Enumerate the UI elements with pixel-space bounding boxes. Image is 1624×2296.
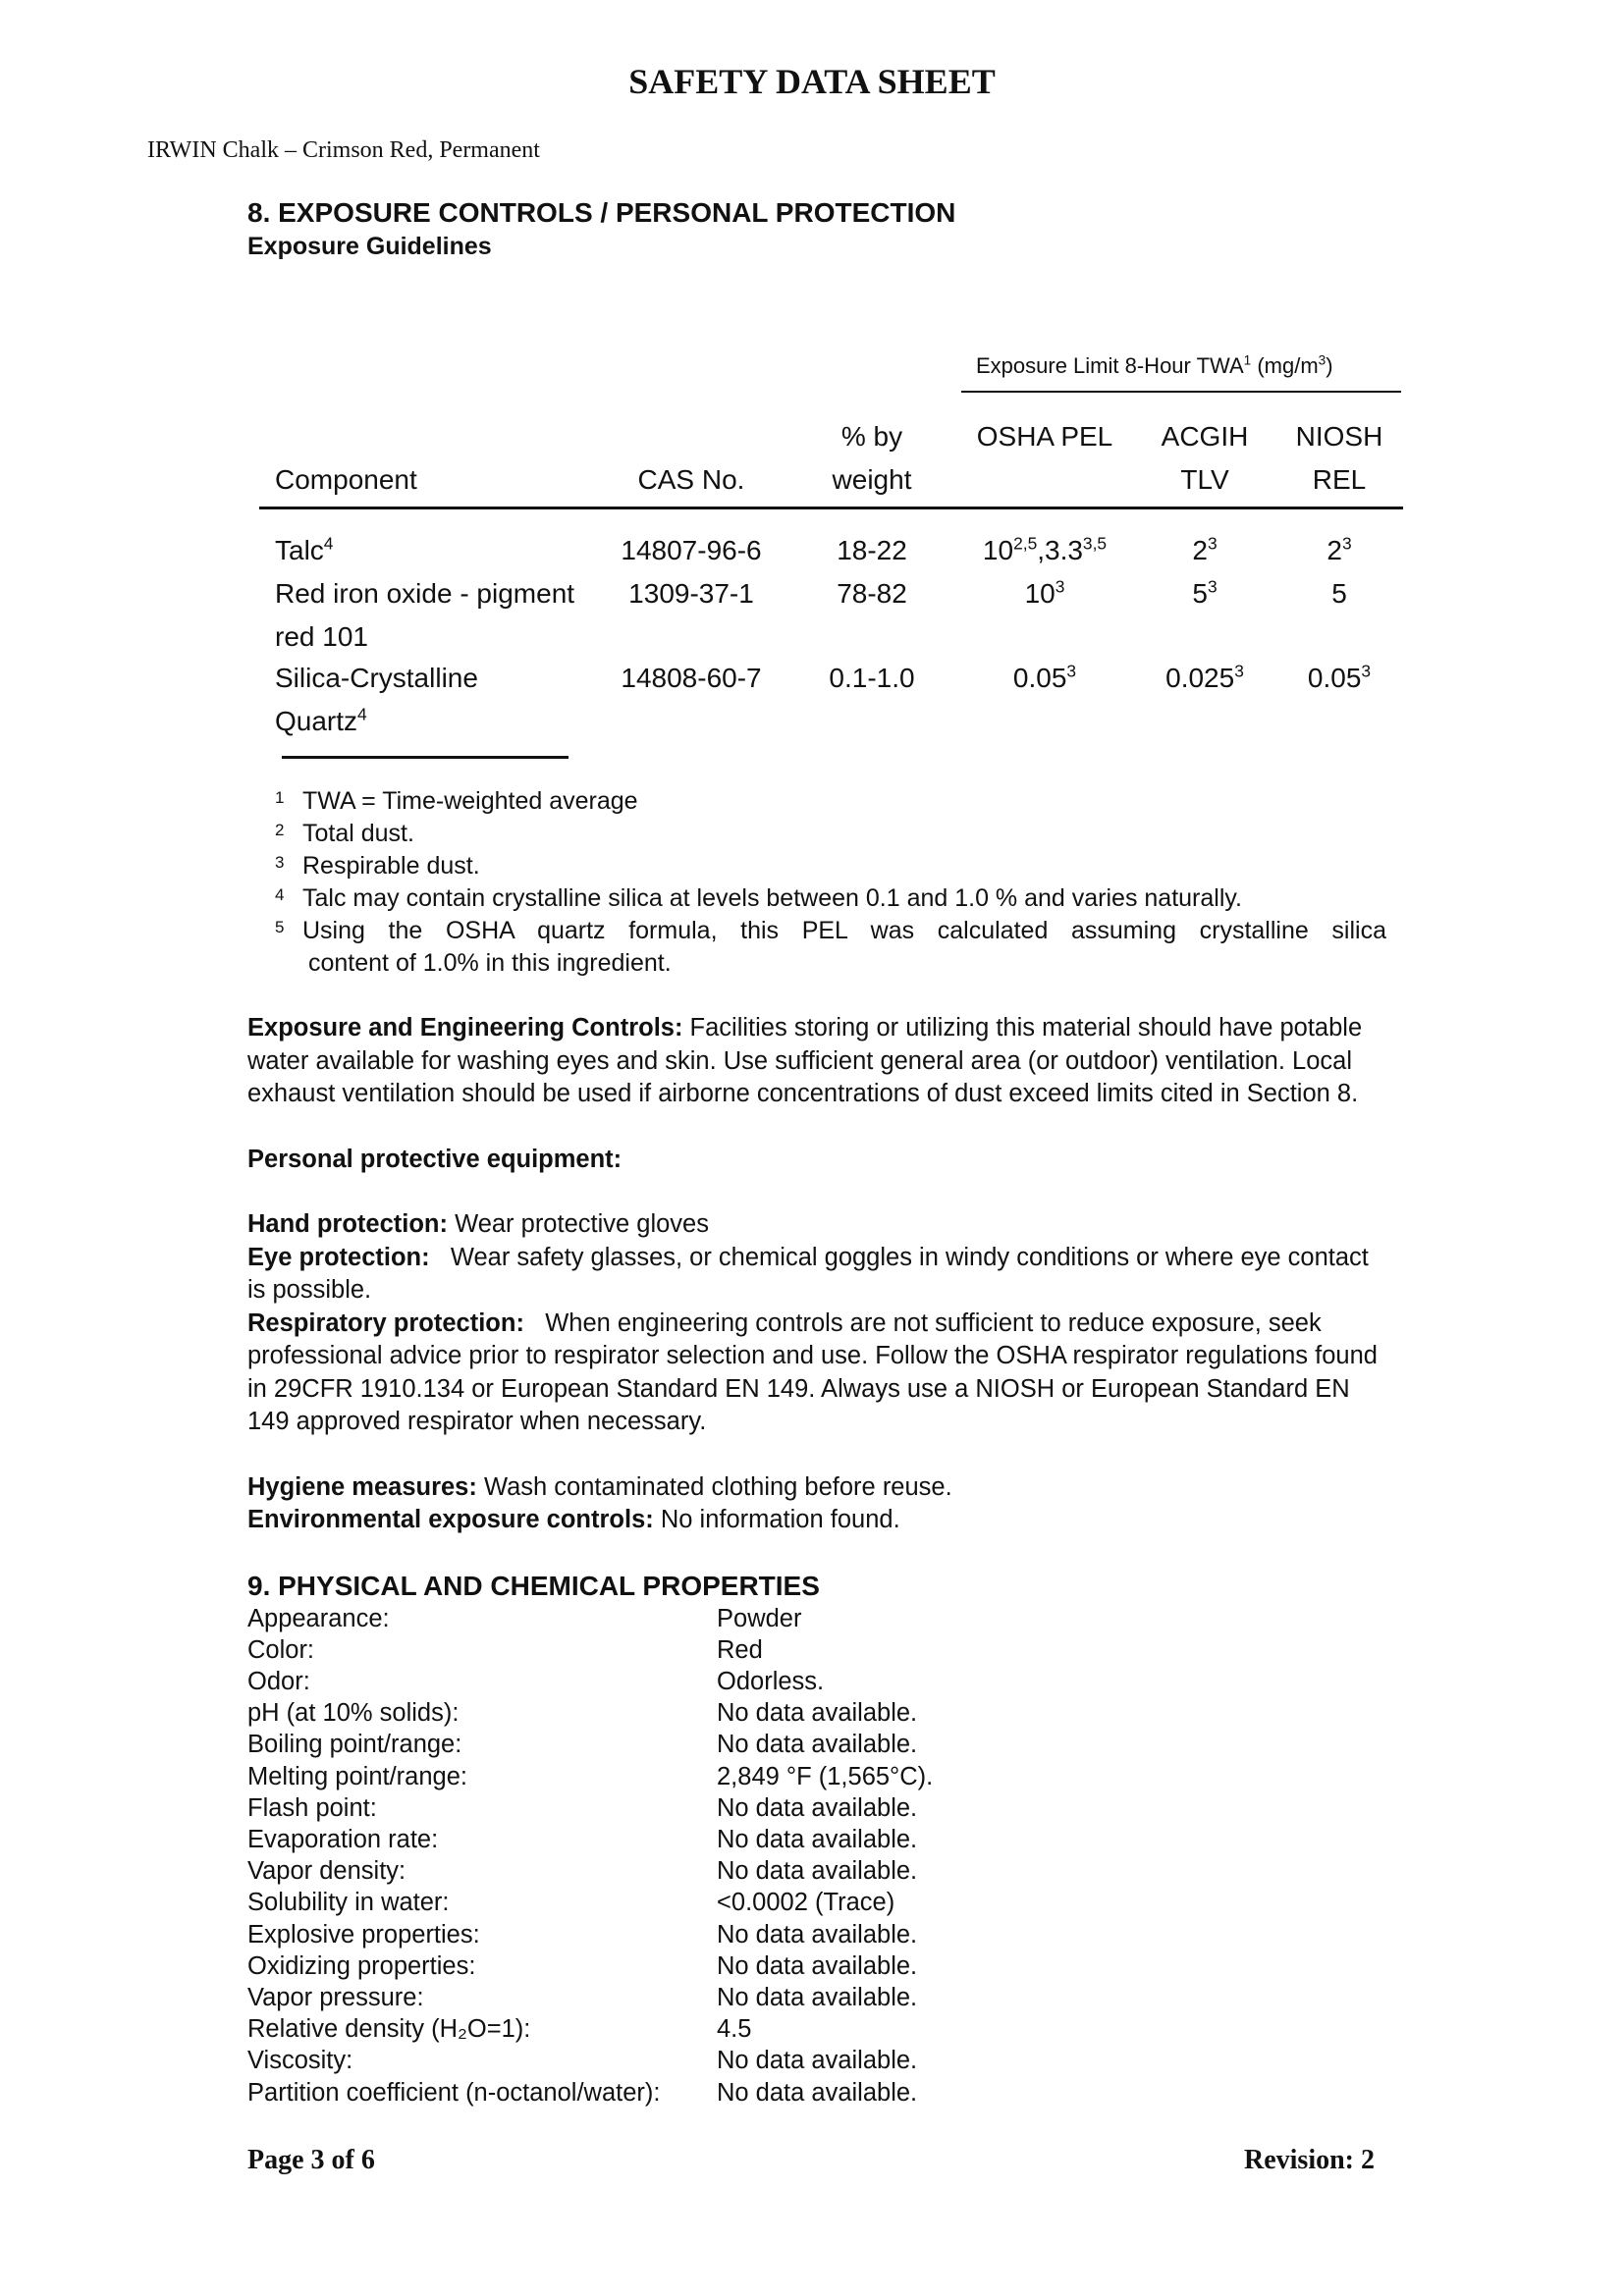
environmental-controls: Environmental exposure controls: No information found.	[247, 1506, 900, 1533]
table-row-cas: 14808-60-7	[621, 663, 762, 693]
exposure-limit-caption: Exposure Limit 8-Hour TWA$^1$ $(mg/m^3)$	[976, 352, 1333, 378]
property-value: No data available.	[717, 1983, 918, 2011]
property-label: Vapor pressure:	[247, 1983, 424, 2011]
property-value: No data available.	[717, 1857, 918, 1886]
footnote: 1 TWA = Time-weighted average	[275, 787, 638, 815]
property-value: <0.0002 (Trace)	[717, 1889, 895, 1917]
table-row-cas: 1309-37-1	[628, 578, 754, 609]
footnote-separator	[282, 756, 568, 759]
property-value: No data available.	[717, 1699, 918, 1728]
footnote: 4 Talc may contain crystalline silica at levels between 0.1 and 1.0 % and varies naturally.	[275, 884, 1242, 912]
property-value: 4.5	[717, 2015, 752, 2044]
table-row-acgih: $2^3$	[1192, 533, 1218, 565]
table-row-pct: 0.1-1.0	[829, 663, 915, 693]
property-label: Oxidizing properties:	[247, 1951, 476, 1980]
property-label: Explosive properties:	[247, 1920, 480, 1949]
environmental-controls-label: Environmental exposure controls:	[247, 1506, 654, 1533]
section-9-title: 9. PHYSICAL AND CHEMICAL PROPERTIES	[247, 1570, 820, 1601]
engineering-controls: Exposure and Engineering Controls: Facilities storing or utilizing this material should have potable water available for washing eyes and skin. Use sufficient general area (or outdoor) ventilation. Local exhaust ventilation should be used if airborne concentrations of dust exceed limits cited in Section 8.	[247, 1014, 1363, 1107]
hand-protection: Hand protection: Wear protective gloves	[247, 1210, 709, 1238]
property-value: No data available.	[717, 1920, 918, 1949]
property-label: Partition coefficient (n-octanol/water):	[247, 2078, 661, 2107]
ppe-heading: Personal protective equipment:	[247, 1145, 623, 1173]
limit-caption-rule	[961, 391, 1401, 393]
hand-protection-label: Hand protection:	[247, 1210, 448, 1238]
exposure-guidelines-title: Exposure Guidelines	[247, 233, 492, 260]
property-value: No data available.	[717, 2078, 918, 2107]
property-label: Odor:	[247, 1667, 310, 1695]
document-title: SAFETY DATA SHEET	[628, 62, 996, 101]
eye-protection-label: Eye protection:	[247, 1243, 430, 1271]
product-name: IRWIN Chalk – Crimson Red, Permanent	[147, 137, 540, 163]
header-acgih-line2: TLV	[1180, 464, 1229, 495]
property-value: 2,849 °F (1,565°C).	[717, 1762, 934, 1790]
header-rule	[259, 507, 1403, 509]
property-label: Appearance:	[247, 1604, 390, 1632]
table-row-niosh: 5	[1331, 578, 1347, 609]
table-row-pct: 78-82	[837, 578, 907, 609]
properties-list	[247, 1603, 1386, 2109]
property-label: Flash point:	[247, 1793, 377, 1822]
table-row-niosh: 0.05$^3$	[1307, 661, 1372, 693]
table-row-pct: 18-22	[837, 535, 907, 565]
header-component: Component	[275, 464, 417, 495]
footnotes	[247, 785, 1386, 980]
header-pct-line2: weight	[832, 464, 912, 495]
property-label: Evaporation rate:	[247, 1825, 439, 1853]
respiratory-protection-label: Respiratory protection:	[247, 1308, 524, 1337]
property-label: Boiling point/range:	[247, 1731, 462, 1759]
property-label: Vapor density:	[247, 1857, 406, 1886]
table-row-acgih: $5^3$	[1192, 576, 1218, 609]
eye-protection: Eye protection: Wear safety glasses, or chemical goggles in windy conditions or where eye contact is possible.	[247, 1243, 1376, 1304]
header-cas: CAS No.	[637, 464, 745, 495]
property-value: Odorless.	[717, 1667, 825, 1695]
table-row-osha: 10$^{2,5}$,3.3$^{3,5}$	[982, 533, 1108, 565]
header-niosh-line1: NIOSH	[1295, 421, 1383, 452]
property-value: No data available.	[717, 1793, 918, 1822]
property-label: Color:	[247, 1635, 315, 1664]
page-content	[247, 196, 1386, 2109]
header-pct-line1: % by	[840, 421, 903, 452]
respiratory-protection: Respiratory protection: When engineering controls are not sufficient to reduce exposure, seek professional advice prior to respirator selection and use. Follow the OSHA respirator regulations found in 29CFR 1910.134 or European Standard EN 149. Always use a NIOSH or European Standard EN 149 approved respirator when necessary.	[247, 1308, 1385, 1435]
header-niosh-line2: REL	[1312, 464, 1367, 495]
property-value: No data available.	[717, 1951, 918, 1980]
footnote: 3 Respirable dust.	[275, 852, 480, 880]
table-row-component-cont: Quartz$^4$	[275, 704, 367, 736]
hygiene-measures: Hygiene measures: Wash contaminated clothing before reuse.	[247, 1472, 952, 1501]
property-value: No data available.	[717, 1825, 918, 1853]
table-row-component: Silica-Crystalline	[275, 663, 478, 693]
table-row-osha: 0.05$^3$	[1012, 661, 1077, 693]
property-label: Viscosity:	[247, 2047, 353, 2075]
table-row-component-cont: red 101	[275, 621, 368, 652]
table-row-niosh: $2^3$	[1326, 533, 1352, 565]
footnote: 2 Total dust.	[275, 820, 414, 847]
property-value: No data available.	[717, 1731, 918, 1759]
engineering-controls-label: Exposure and Engineering Controls:	[247, 1014, 683, 1041]
table-row-acgih: 0.025$^3$	[1165, 661, 1244, 693]
footnote-continuation: content of 1.0% in this ingredient.	[308, 949, 672, 977]
header-acgih-line1: ACGIH	[1161, 421, 1249, 452]
table-row-osha: $10^3$	[1024, 576, 1065, 609]
property-value: No data available.	[717, 2047, 918, 2075]
property-label: pH (at 10% solids):	[247, 1699, 460, 1728]
property-label: Melting point/range:	[247, 1762, 467, 1790]
table-row-cas: 14807-96-6	[621, 535, 762, 565]
property-value: Red	[717, 1635, 763, 1664]
property-label: Solubility in water:	[247, 1889, 450, 1917]
hygiene-measures-label: Hygiene measures:	[247, 1472, 477, 1501]
property-label: Relative density (H₂O=1):	[247, 2015, 531, 2044]
property-value: Powder	[717, 1604, 802, 1632]
header-osha: OSHA PEL	[976, 421, 1113, 452]
section-8-title: 8. EXPOSURE CONTROLS / PERSONAL PROTECTION	[247, 197, 956, 228]
table-row-component: Red iron oxide - pigment	[275, 578, 575, 609]
page-number: Page 3 of 6	[247, 2145, 375, 2175]
footnote: 5 Using the OSHA quartz formula, this PEL was calculated assuming crystalline silica	[275, 917, 1386, 944]
revision: Revision: 2	[1244, 2145, 1375, 2175]
table-row-component: Talc$^4$	[275, 533, 334, 565]
exposure-table	[247, 263, 1406, 764]
